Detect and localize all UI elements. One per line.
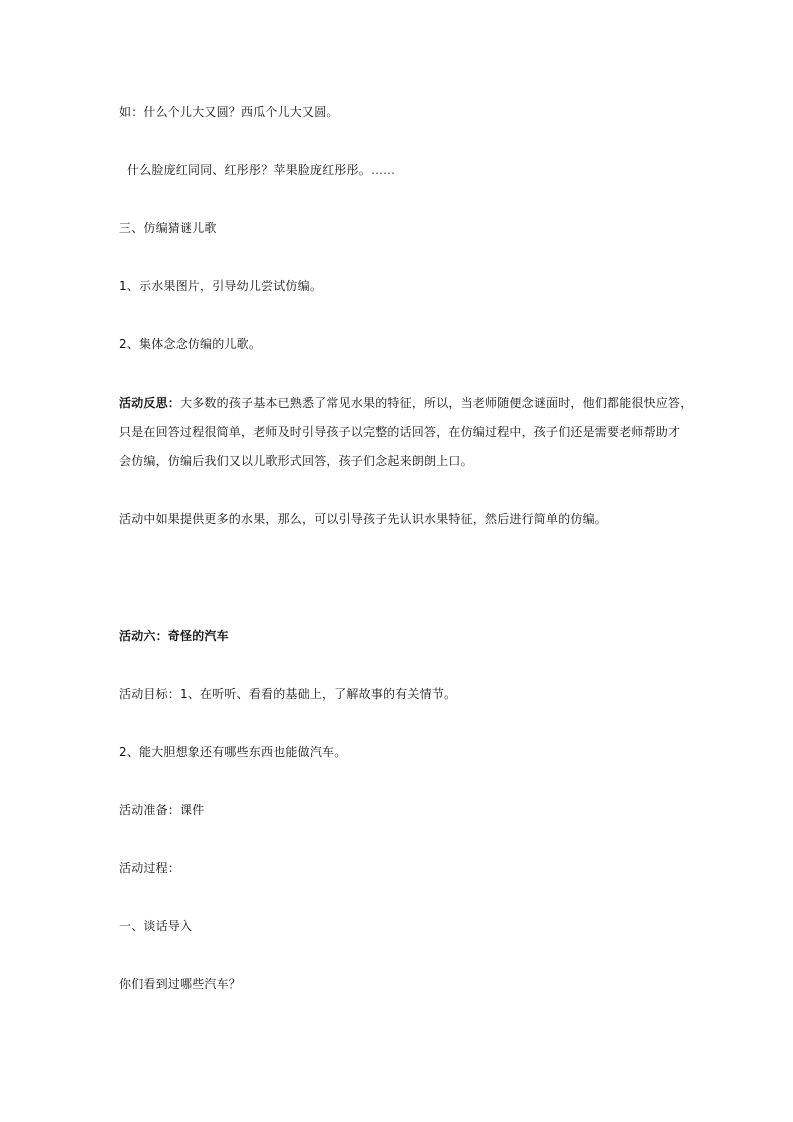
section-heading: 三、仿编猜谜儿歌 xyxy=(119,221,217,235)
process-step: 一、谈话导入 xyxy=(119,919,193,933)
paragraph: 活动中如果提供更多的水果，那么，可以引导孩子先认识水果特征，然后进行简单的仿编。 xyxy=(119,512,608,526)
activity-prep: 活动准备：课件 xyxy=(119,803,205,817)
example-line-2 xyxy=(127,162,395,178)
example-line: 如：什么个儿大又圆？西瓜个儿大又圆。 xyxy=(119,105,339,119)
step-line: 2、集体念念仿编的儿歌。 xyxy=(119,337,262,351)
reflection-line-1 xyxy=(119,395,692,411)
ellipsis: …… xyxy=(371,163,396,177)
reflection-line-2: 只是在回答过程很简单，老师及时引导孩子以完整的话回答，在仿编过程中，孩子们还是需要老师帮助才 xyxy=(119,425,681,439)
activity-process: 活动过程： xyxy=(119,861,181,875)
activity-title: 活动六：奇怪的汽车 xyxy=(119,629,229,643)
activity-goal-2: 2、能大胆想象还有哪些东西也能做汽车。 xyxy=(119,745,347,759)
question-line: 你们看到过哪些汽车？ xyxy=(119,977,242,991)
activity-goal-1: 活动目标：1、在听听、看看的基础上，了解故事的有关情节。 xyxy=(119,687,457,701)
reflection-text: 大多数的孩子基本已熟悉了常见水果的特征，所以，当老师随便念谜面时，他们都能很快应答， xyxy=(180,396,693,410)
reflection-label: 活动反思： xyxy=(119,396,181,410)
example-line-2-text: 什么脸庞红同同、红彤彤？苹果脸庞红彤彤。 xyxy=(127,163,372,177)
reflection-line-3: 会仿编，仿编后我们又以儿歌形式回答，孩子们念起来朗朗上口。 xyxy=(119,454,473,468)
step-line: 1、示水果图片，引导幼儿尝试仿编。 xyxy=(119,279,323,293)
